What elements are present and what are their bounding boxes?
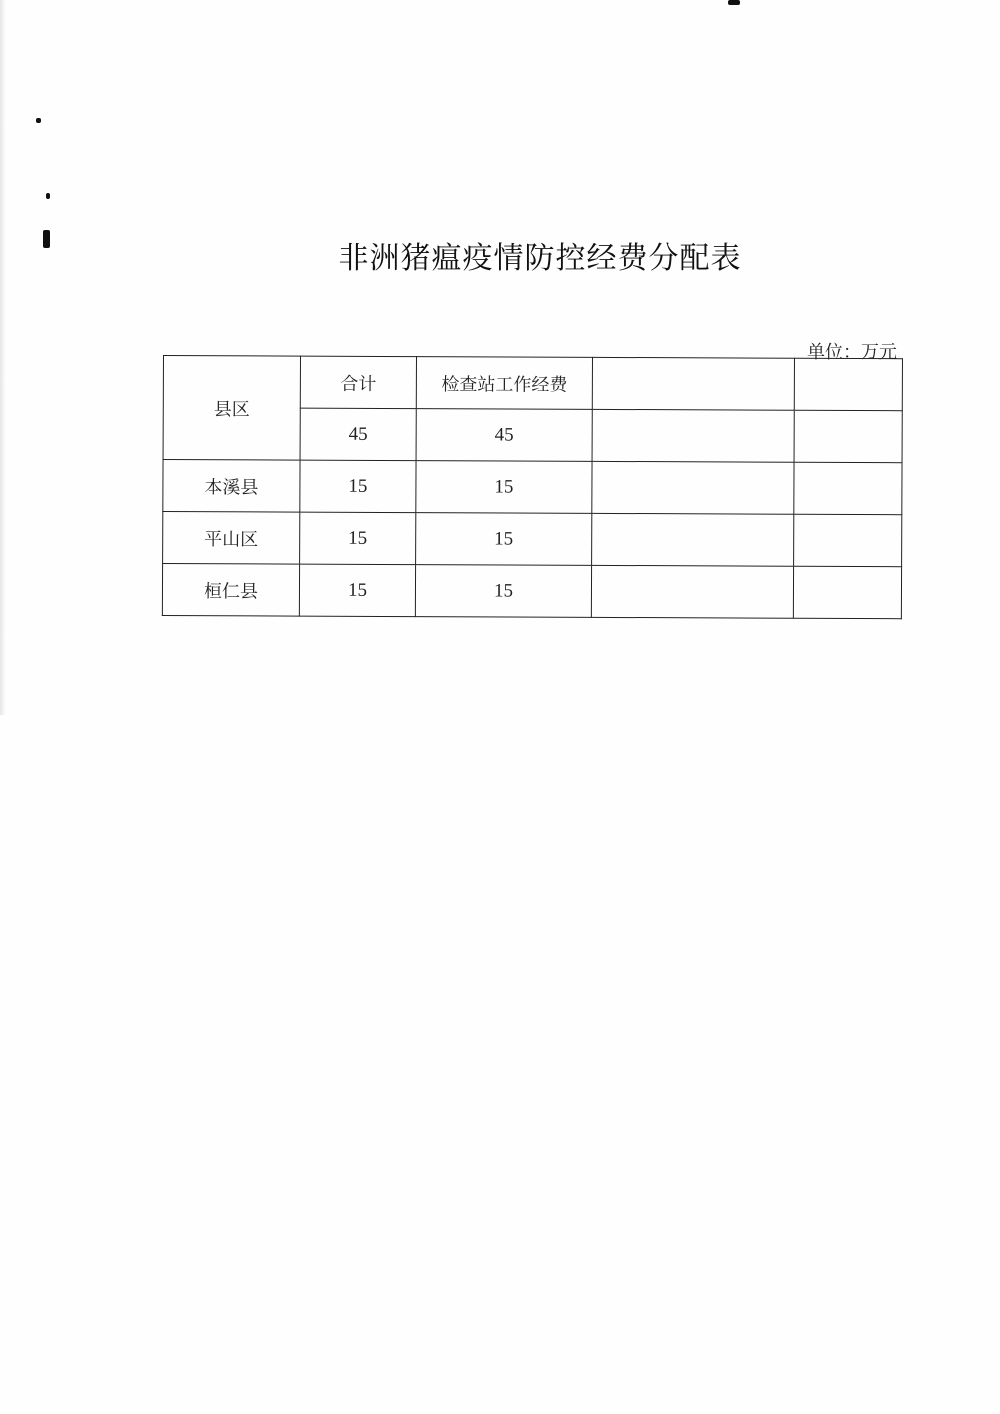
row-total: 15 [300, 512, 416, 565]
empty-cell [592, 461, 794, 514]
empty-cell [592, 409, 794, 462]
empty-cell [592, 513, 794, 566]
row-total: 15 [300, 460, 416, 513]
scan-speck [46, 193, 50, 199]
header-region: 县区 [163, 356, 300, 461]
empty-cell [591, 565, 793, 618]
row-region: 桓仁县 [162, 564, 299, 617]
unit-label: 单位：万元 [807, 342, 897, 363]
header-total: 合计 [300, 356, 416, 409]
row-region: 平山区 [163, 512, 300, 565]
scan-speck [43, 230, 50, 248]
header-blank-cell [794, 358, 902, 410]
table-row [163, 512, 902, 567]
row-checkpoint-funds: 15 [415, 565, 591, 618]
sum-total: 45 [300, 408, 416, 461]
scan-speck [36, 118, 41, 123]
allocation-table [162, 355, 903, 619]
scan-shadow-edge [0, 0, 6, 715]
empty-cell [794, 410, 902, 462]
sum-checkpoint-funds: 45 [416, 409, 592, 462]
header-blank-cell [592, 357, 794, 410]
row-total: 15 [299, 564, 415, 617]
table-row [163, 460, 902, 515]
empty-cell [793, 566, 901, 618]
table-row [162, 564, 901, 619]
row-checkpoint-funds: 15 [416, 513, 592, 566]
empty-cell [794, 462, 902, 514]
header-checkpoint-funds: 检查站工作经费 [416, 357, 592, 410]
empty-cell [794, 514, 902, 566]
row-checkpoint-funds: 15 [416, 461, 592, 514]
scan-speck [728, 0, 740, 5]
row-region: 本溪县 [163, 460, 300, 513]
document-title: 非洲猪瘟疫情防控经费分配表 [338, 241, 742, 276]
table-header-row [163, 356, 902, 411]
